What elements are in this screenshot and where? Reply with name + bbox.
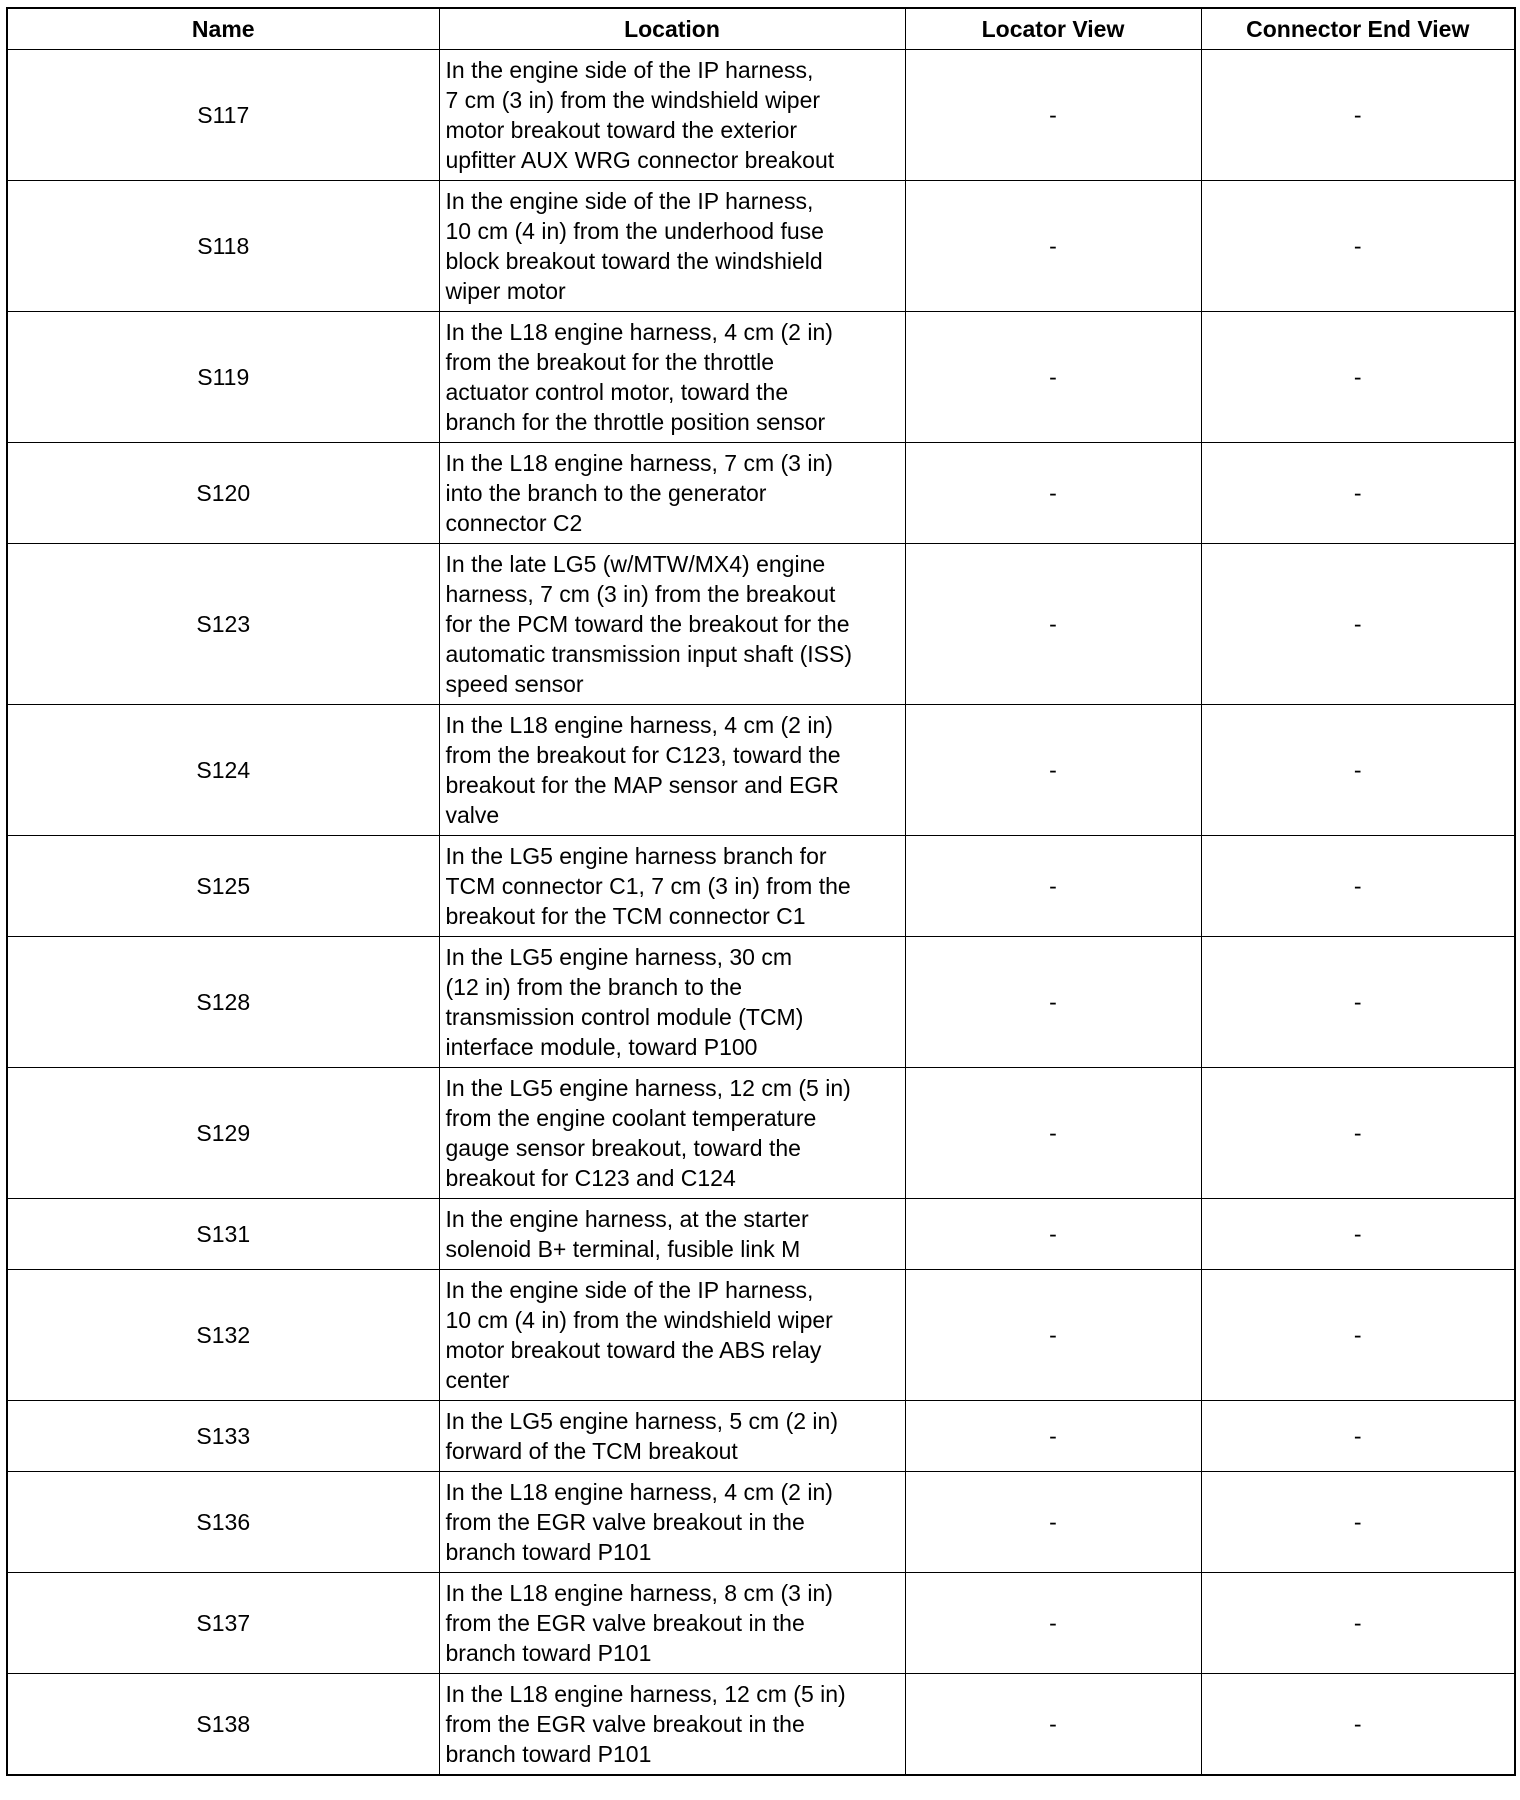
locator-view-cell: - [905,312,1201,443]
locator-view-cell: - [905,50,1201,181]
location-text-line: connector C2 [445,510,583,536]
location-text-line: TCM connector C1, 7 cm (3 in) from the [445,873,851,899]
location-text-line: upfitter AUX WRG connector breakout [445,147,835,173]
location-text-line: breakout for the MAP sensor and EGR [445,772,839,798]
table-row [7,1472,1515,1573]
location-text-line: In the engine side of the IP harness, [445,57,814,83]
location-text-line: harness, 7 cm (3 in) from the breakout [445,581,836,607]
location-cell [439,937,905,1068]
splice-name-cell: S136 [7,1472,439,1573]
location-text-line: valve [445,802,500,828]
location-text-line: In the engine side of the IP harness, [445,1277,814,1303]
table-row [7,544,1515,705]
location-text-line: from the EGR valve breakout in the [445,1610,805,1636]
location-cell [439,1573,905,1674]
locator-view-cell: - [905,1270,1201,1401]
connector-end-view-cell: - [1201,705,1515,836]
header-row [7,8,1515,50]
location-text-line: from the engine coolant temperature [445,1105,817,1131]
location-cell [439,1068,905,1199]
location-text-line: In the L18 engine harness, 4 cm (2 in) [445,712,833,738]
location-text-line: from the breakout for C123, toward the [445,742,841,768]
location-text-line: (12 in) from the branch to the [445,974,743,1000]
connector-end-view-cell: - [1201,1068,1515,1199]
location-text-line: 10 cm (4 in) from the windshield wiper [445,1307,833,1333]
locator-view-cell: - [905,181,1201,312]
locator-view-cell: - [905,544,1201,705]
location-text-line: branch for the throttle position sensor [445,409,826,435]
connector-end-view-cell: - [1201,1270,1515,1401]
location-cell [439,1674,905,1776]
connector-end-view-cell: - [1201,50,1515,181]
location-text-line: from the EGR valve breakout in the [445,1711,805,1737]
splice-name-cell: S124 [7,705,439,836]
locator-view-cell: - [905,1199,1201,1270]
location-text-line: motor breakout toward the ABS relay [445,1337,822,1363]
location-text-line: In the engine harness, at the starter [445,1206,809,1232]
location-text-line: In the LG5 engine harness, 12 cm (5 in) [445,1075,851,1101]
location-text-line: In the L18 engine harness, 4 cm (2 in) [445,319,833,345]
location-text-line: In the LG5 engine harness branch for [445,843,827,869]
location-text-line: gauge sensor breakout, toward the [445,1135,801,1161]
table-row [7,1573,1515,1674]
column-header-connector-end-view: Connector End View [1201,8,1515,50]
location-text-line: breakout for C123 and C124 [445,1165,736,1191]
table-row [7,50,1515,181]
splice-name-cell: S137 [7,1573,439,1674]
location-text-line: 7 cm (3 in) from the windshield wiper [445,87,821,113]
location-text-line: branch toward P101 [445,1539,652,1565]
location-text-line: In the late LG5 (w/MTW/MX4) engine [445,551,826,577]
location-cell [439,1472,905,1573]
table-row [7,1068,1515,1199]
locator-view-cell: - [905,443,1201,544]
table-header [7,8,1515,50]
locator-view-cell: - [905,1472,1201,1573]
table-row [7,1401,1515,1472]
location-text-line: transmission control module (TCM) [445,1004,804,1030]
connector-end-view-cell: - [1201,1472,1515,1573]
location-text-line: forward of the TCM breakout [445,1438,738,1464]
location-text-line: In the engine side of the IP harness, [445,188,814,214]
table-row [7,1674,1515,1776]
location-text-line: from the breakout for the throttle [445,349,775,375]
location-text-line: In the L18 engine harness, 4 cm (2 in) [445,1479,833,1505]
location-cell [439,1270,905,1401]
splice-location-table [6,7,1516,1776]
locator-view-cell: - [905,1573,1201,1674]
table-row [7,1270,1515,1401]
splice-name-cell: S123 [7,544,439,705]
location-text-line: solenoid B+ terminal, fusible link M [445,1236,801,1262]
location-text-line: branch toward P101 [445,1741,652,1767]
table-row [7,1199,1515,1270]
connector-end-view-cell: - [1201,443,1515,544]
splice-name-cell: S131 [7,1199,439,1270]
connector-end-view-cell: - [1201,544,1515,705]
table-body [7,50,1515,1776]
location-cell [439,1199,905,1270]
location-text-line: block breakout toward the windshield [445,248,823,274]
splice-name-cell: S128 [7,937,439,1068]
location-text-line: center [445,1367,510,1393]
splice-name-cell: S132 [7,1270,439,1401]
location-text-line: In the LG5 engine harness, 5 cm (2 in) [445,1408,838,1434]
location-cell [439,705,905,836]
locator-view-cell: - [905,836,1201,937]
location-text-line: speed sensor [445,671,584,697]
splice-name-cell: S120 [7,443,439,544]
location-text-line: wiper motor [445,278,566,304]
location-text-line: for the PCM toward the breakout for the [445,611,850,637]
location-cell [439,836,905,937]
location-cell [439,1401,905,1472]
connector-end-view-cell: - [1201,1199,1515,1270]
location-cell [439,544,905,705]
connector-end-view-cell: - [1201,836,1515,937]
table-row [7,836,1515,937]
splice-name-cell: S119 [7,312,439,443]
location-text-line: breakout for the TCM connector C1 [445,903,806,929]
location-text-line: automatic transmission input shaft (ISS) [445,641,852,667]
location-cell [439,312,905,443]
location-text-line: motor breakout toward the exterior [445,117,798,143]
location-text-line: branch toward P101 [445,1640,652,1666]
column-header-name: Name [7,8,439,50]
table-row [7,705,1515,836]
connector-end-view-cell: - [1201,1573,1515,1674]
location-text-line: In the L18 engine harness, 12 cm (5 in) [445,1681,846,1707]
table-row [7,312,1515,443]
location-text-line: from the EGR valve breakout in the [445,1509,805,1535]
connector-end-view-cell: - [1201,312,1515,443]
splice-name-cell: S118 [7,181,439,312]
connector-end-view-cell: - [1201,1401,1515,1472]
splice-name-cell: S133 [7,1401,439,1472]
column-header-location: Location [439,8,905,50]
splice-name-cell: S125 [7,836,439,937]
location-text-line: In the L18 engine harness, 7 cm (3 in) [445,450,833,476]
locator-view-cell: - [905,1674,1201,1776]
location-text-line: In the L18 engine harness, 8 cm (3 in) [445,1580,833,1606]
splice-name-cell: S117 [7,50,439,181]
locator-view-cell: - [905,705,1201,836]
table-row [7,443,1515,544]
location-text-line: into the branch to the generator [445,480,767,506]
location-cell [439,443,905,544]
connector-end-view-cell: - [1201,937,1515,1068]
locator-view-cell: - [905,937,1201,1068]
table-row [7,181,1515,312]
location-cell [439,181,905,312]
splice-name-cell: S138 [7,1674,439,1776]
connector-end-view-cell: - [1201,1674,1515,1776]
splice-name-cell: S129 [7,1068,439,1199]
locator-view-cell: - [905,1068,1201,1199]
location-text-line: actuator control motor, toward the [445,379,789,405]
location-text-line: In the LG5 engine harness, 30 cm [445,944,792,970]
location-text-line: 10 cm (4 in) from the underhood fuse [445,218,824,244]
location-text-line: interface module, toward P100 [445,1034,758,1060]
locator-view-cell: - [905,1401,1201,1472]
column-header-locator-view: Locator View [905,8,1201,50]
connector-end-view-cell: - [1201,181,1515,312]
location-cell [439,50,905,181]
table-row [7,937,1515,1068]
